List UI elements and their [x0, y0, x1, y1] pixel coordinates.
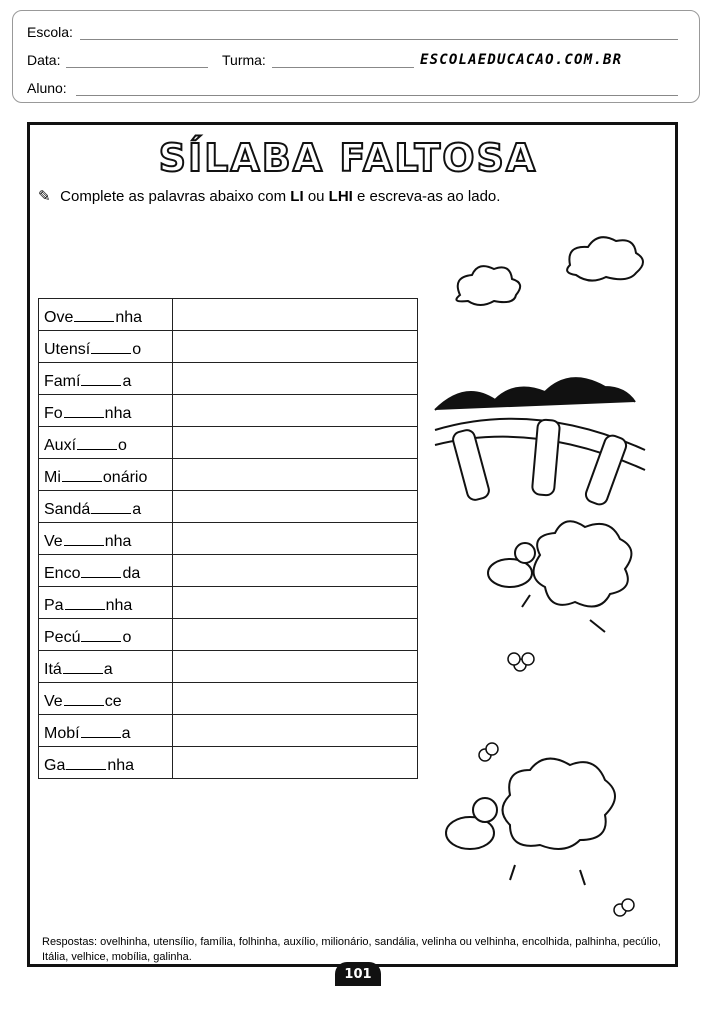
word-suffix: a — [122, 372, 132, 390]
answer-cell[interactable] — [173, 619, 418, 651]
word-cell — [39, 619, 173, 651]
words-table — [38, 298, 418, 779]
syllable-blank[interactable] — [74, 320, 114, 322]
word-suffix: a — [132, 500, 142, 518]
word-suffix: onário — [102, 468, 148, 486]
word-prefix: Mobí — [44, 724, 80, 742]
word-cell — [39, 523, 173, 555]
syllable-blank[interactable] — [91, 512, 131, 514]
table-row — [39, 491, 418, 523]
word-suffix: nha — [104, 404, 132, 422]
table-row — [39, 523, 418, 555]
table-row — [39, 619, 418, 651]
answer-cell[interactable] — [173, 427, 418, 459]
word-prefix: Ve — [44, 532, 63, 550]
table-row — [39, 683, 418, 715]
turma-field[interactable] — [272, 67, 414, 68]
word-cell — [39, 395, 173, 427]
table-row — [39, 299, 418, 331]
option-lhi: LHI — [328, 188, 353, 205]
word-suffix: nha — [104, 532, 132, 550]
table-row — [39, 459, 418, 491]
instruction — [38, 187, 500, 205]
syllable-blank[interactable] — [66, 768, 106, 770]
table-row — [39, 427, 418, 459]
word-suffix: nha — [105, 596, 133, 614]
escola-field[interactable] — [80, 39, 678, 40]
word-suffix: o — [122, 628, 132, 646]
word-prefix: Ove — [44, 308, 74, 326]
cloud-icon — [456, 237, 643, 305]
word-suffix: o — [132, 340, 142, 358]
option-li: LI — [290, 188, 304, 205]
word-prefix: Utensí — [44, 340, 91, 358]
word-prefix: Ve — [44, 692, 63, 710]
word-cell — [39, 427, 173, 459]
answers-text: Respostas: ovelhinha, utensílio, família, folhinha, auxílio, milionário, sandália, velinha ou velhinha, encolhida, palhinha, pecúlio, Itália, velhice, mobília, galinha. — [42, 936, 661, 963]
syllable-blank[interactable] — [81, 576, 121, 578]
sheep-icon-2 — [446, 759, 615, 885]
word-prefix: Enco — [44, 564, 81, 582]
syllable-blank[interactable] — [91, 352, 131, 354]
table-row — [39, 331, 418, 363]
word-cell — [39, 715, 173, 747]
word-prefix: Famí — [44, 372, 81, 390]
answer-cell[interactable] — [173, 331, 418, 363]
aluno-label: Aluno: — [27, 80, 67, 96]
word-cell — [39, 587, 173, 619]
word-suffix: nha — [107, 756, 135, 774]
syllable-blank[interactable] — [63, 672, 103, 674]
syllable-blank[interactable] — [64, 544, 104, 546]
instruction-text-end: e escreva-as ao lado. — [357, 188, 501, 205]
answer-cell[interactable] — [173, 523, 418, 555]
answer-cell[interactable] — [173, 683, 418, 715]
site-url: ESCOLAEDUCACAO.COM.BR — [420, 52, 623, 68]
word-prefix: Sandá — [44, 500, 91, 518]
syllable-blank[interactable] — [62, 480, 102, 482]
word-cell — [39, 299, 173, 331]
aluno-field[interactable] — [76, 95, 678, 96]
word-cell — [39, 331, 173, 363]
table-row — [39, 747, 418, 779]
data-field[interactable] — [66, 67, 208, 68]
sheep-icon — [488, 521, 631, 632]
instruction-connector: ou — [307, 188, 325, 205]
sheep-illustration — [430, 235, 670, 925]
answer-cell[interactable] — [173, 747, 418, 779]
syllable-blank[interactable] — [81, 384, 121, 386]
escola-label: Escola: — [27, 24, 73, 40]
word-cell — [39, 651, 173, 683]
pencil-icon: ✎ — [38, 188, 51, 205]
syllable-blank[interactable] — [64, 416, 104, 418]
table-row — [39, 363, 418, 395]
word-cell — [39, 363, 173, 395]
answer-cell[interactable] — [173, 395, 418, 427]
word-cell — [39, 459, 173, 491]
turma-label: Turma: — [222, 52, 266, 68]
word-suffix: ce — [104, 692, 122, 710]
syllable-blank[interactable] — [65, 608, 105, 610]
word-cell — [39, 747, 173, 779]
answer-cell[interactable] — [173, 491, 418, 523]
answer-cell[interactable] — [173, 555, 418, 587]
word-prefix: Itá — [44, 660, 62, 678]
table-row — [39, 395, 418, 427]
table-row — [39, 715, 418, 747]
answer-cell[interactable] — [173, 363, 418, 395]
answer-cell[interactable] — [173, 299, 418, 331]
answer-cell[interactable] — [173, 651, 418, 683]
word-cell — [39, 555, 173, 587]
word-cell — [39, 491, 173, 523]
table-row — [39, 651, 418, 683]
word-prefix: Fo — [44, 404, 63, 422]
syllable-blank[interactable] — [81, 736, 121, 738]
word-suffix: a — [121, 724, 131, 742]
answer-cell[interactable] — [173, 715, 418, 747]
table-row — [39, 587, 418, 619]
word-prefix: Ga — [44, 756, 66, 774]
word-suffix: da — [122, 564, 141, 582]
word-prefix: Pecú — [44, 628, 81, 646]
word-suffix: nha — [115, 308, 143, 326]
title-text: SÍLABA FALTOSA — [158, 136, 538, 180]
word-cell — [39, 683, 173, 715]
syllable-blank[interactable] — [77, 448, 117, 450]
answer-cell[interactable] — [173, 459, 418, 491]
word-prefix: Mi — [44, 468, 61, 486]
word-prefix: Pa — [44, 596, 64, 614]
instruction-text: Complete as palavras abaixo com — [60, 188, 287, 205]
table-row — [39, 555, 418, 587]
word-suffix: o — [118, 436, 127, 454]
page-number: 101 — [335, 962, 381, 986]
data-label: Data: — [27, 52, 61, 68]
fence-icon — [435, 378, 645, 507]
answer-cell[interactable] — [173, 587, 418, 619]
word-suffix: a — [103, 660, 113, 678]
syllable-blank[interactable] — [81, 640, 121, 642]
worksheet-title — [140, 133, 560, 181]
word-prefix: Auxí — [44, 436, 77, 454]
syllable-blank[interactable] — [64, 704, 104, 706]
